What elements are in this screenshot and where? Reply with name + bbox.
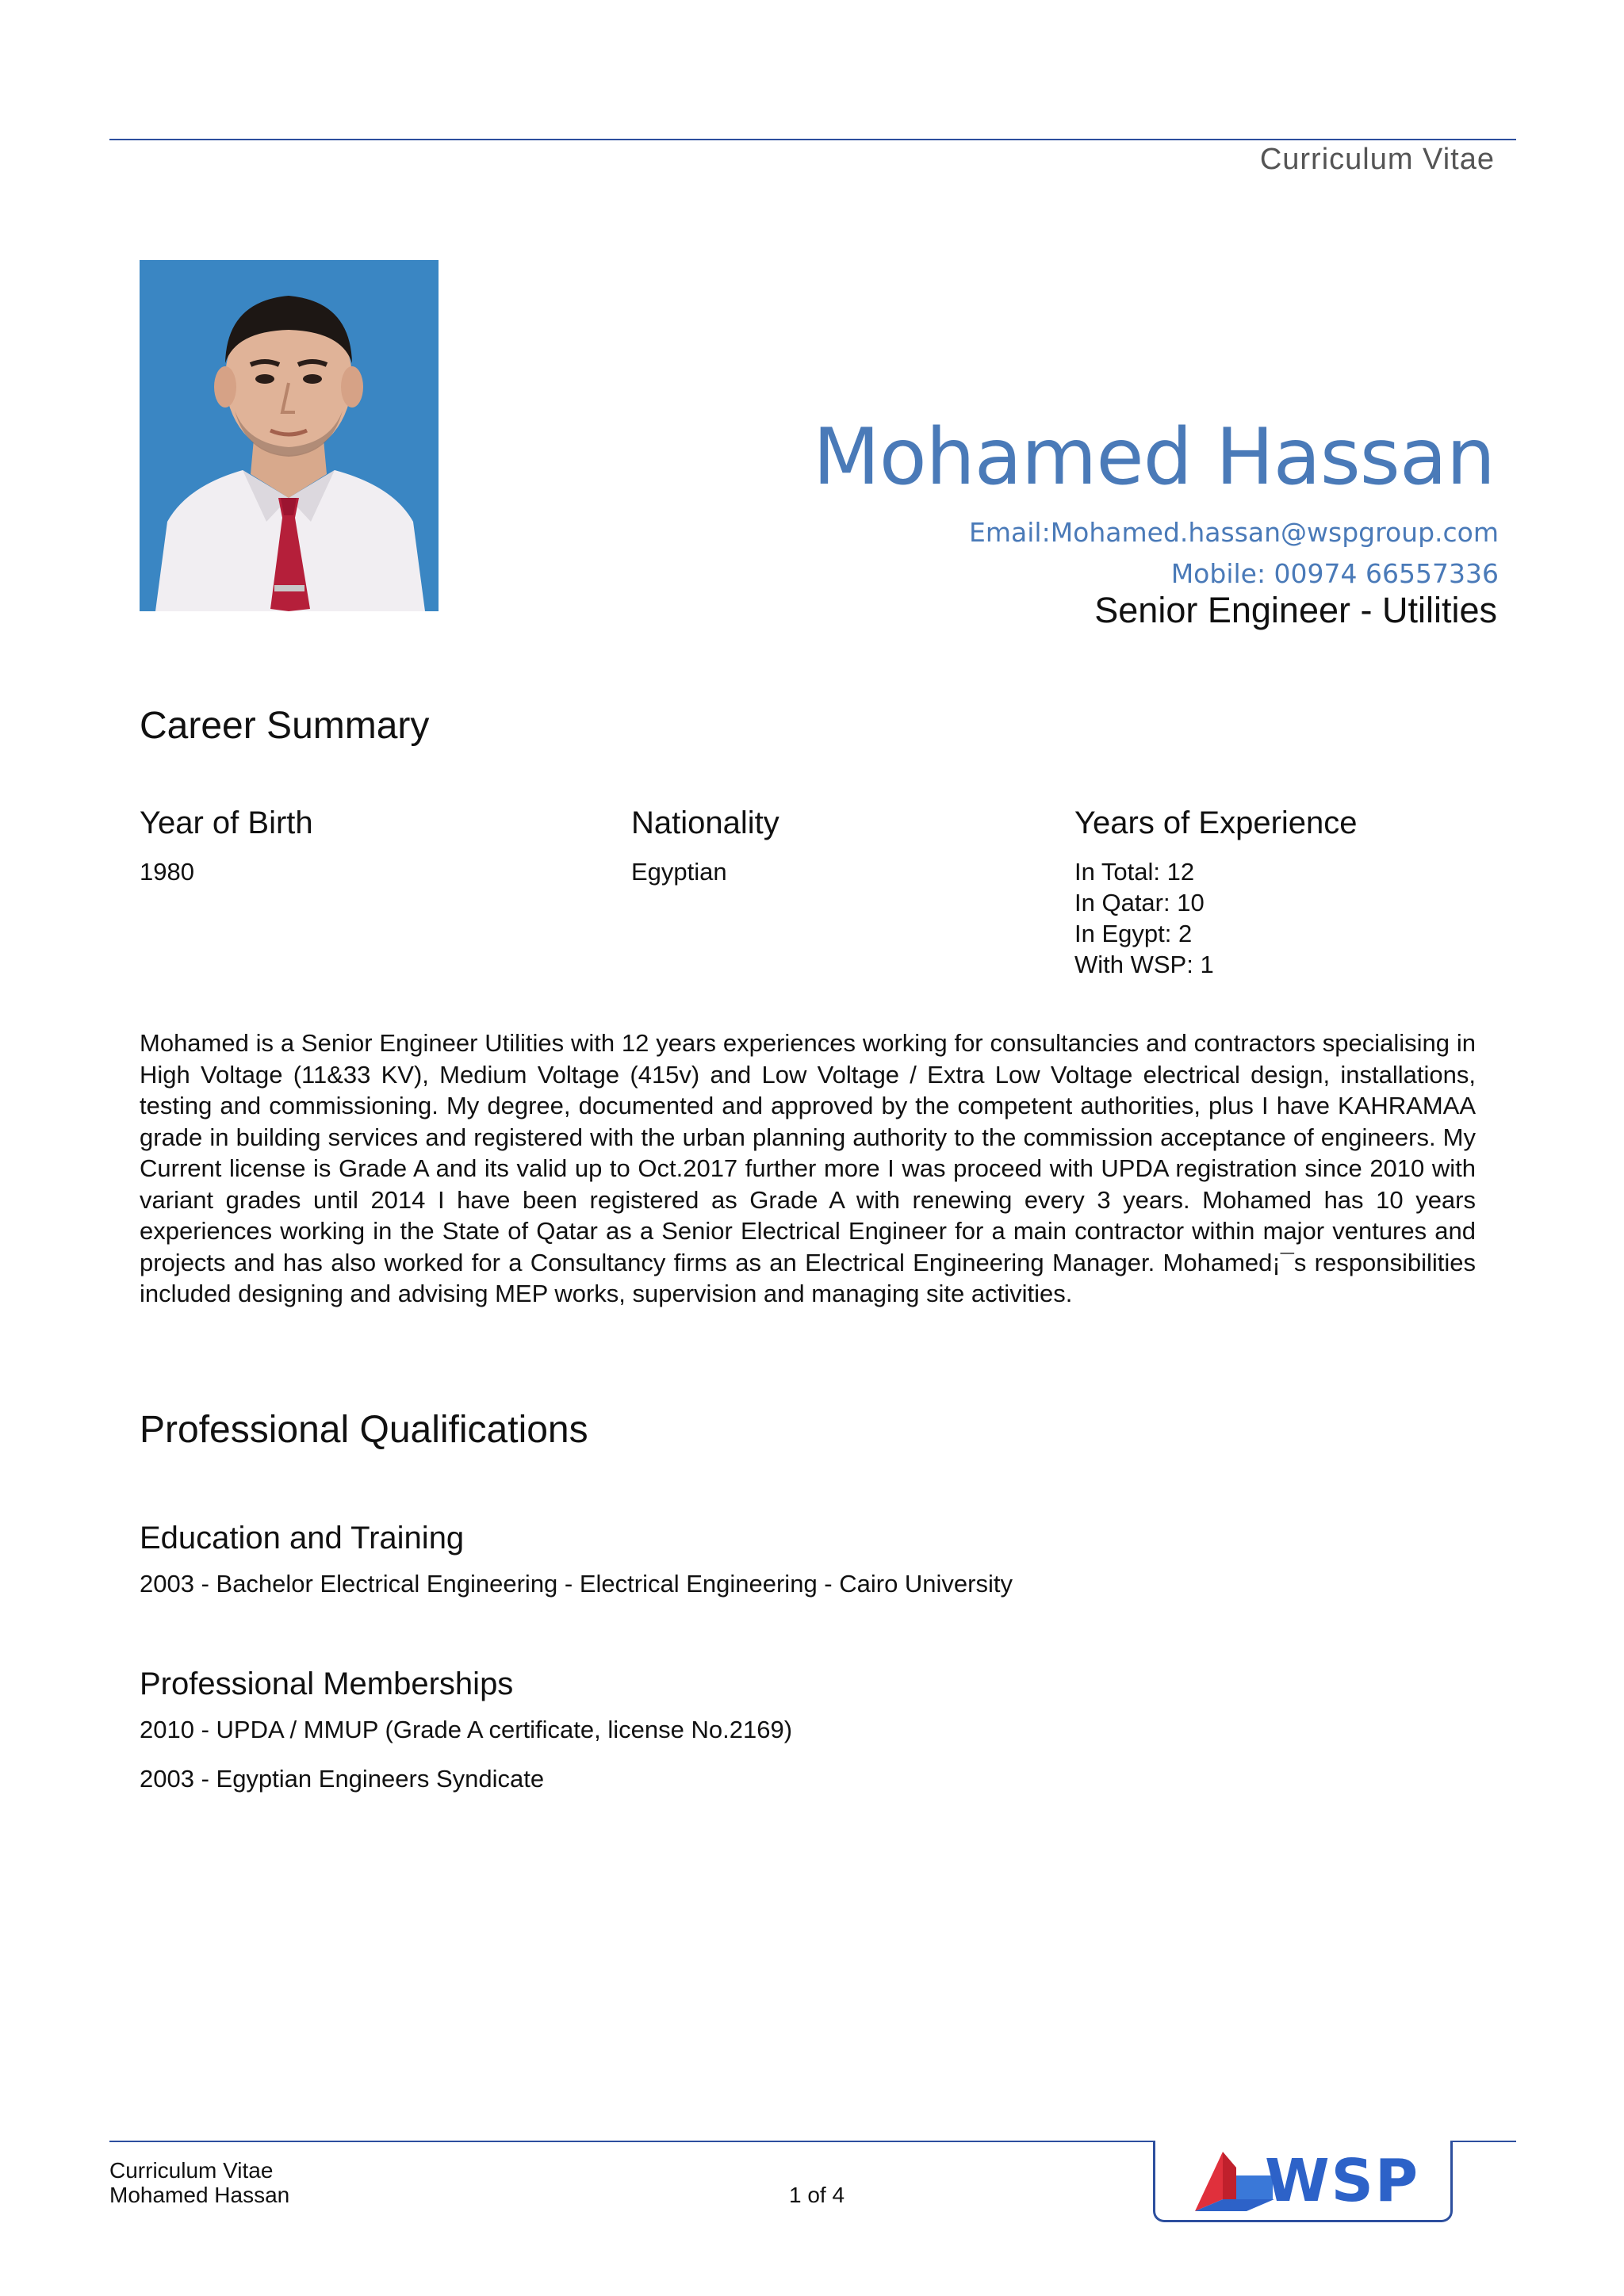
career-summary-paragraph: Mohamed is a Senior Engineer Utilities with 12 years experiences working for consultancies and contractors specialising in High Voltage (11&33 KV), Medium Voltage (415v) and Low Voltage / Extra Low Voltage electrical design, installations, testing and commissioning. My degree, documented and approved by the competent authorities, plus I have KAHRAMAA grade in building services and registered with the urban planning authority to the commission acceptance of engineers. My Current license is Grade A and its valid up to Oct.2017 further more I was proceed with UPDA registration since 2010 with variant grades until 2014 I have been registered as Grade A with renewing every 3 years. Mohamed has 10 years experiences working in the State of Qatar as a Senior Electrical Engineer for a main contractor within major ventures and projects and has also worked for a Consultancy firms as an Electrical Engineering Manager. Mohamed¡¯s responsibilities included designing and advising MEP works, supervision and managing site activities. [140, 1029, 1476, 1307]
membership-item: 2010 - UPDA / MMUP (Grade A certificate, license No.2169) [140, 1716, 793, 1743]
logo-box [1153, 2141, 1453, 2222]
education-item: 2003 - Bachelor Electrical Engineering - Electrical Engineering - Cairo University [140, 1570, 1013, 1598]
footer-rule-left [109, 2141, 1155, 2142]
profile-email[interactable]: Email:Mohamed.hassan@wspgroup.com [969, 517, 1499, 548]
year-of-birth-value: 1980 [140, 858, 194, 886]
nationality-label: Nationality [631, 806, 779, 840]
memberships-heading: Professional Memberships [140, 1667, 514, 1701]
experience-total: In Total: 12 [1074, 858, 1195, 886]
profile-photo [140, 260, 439, 611]
wsp-logo-text: WSP [1265, 2147, 1420, 2215]
header-label: Curriculum Vitae [1259, 143, 1495, 176]
year-of-birth-label: Year of Birth [140, 806, 313, 840]
experience-wsp: With WSP: 1 [1074, 951, 1214, 978]
education-heading: Education and Training [140, 1521, 465, 1556]
footer-doc-title: Curriculum Vitae [109, 2158, 274, 2183]
footer-page-number: 1 of 4 [789, 2183, 845, 2207]
experience-label: Years of Experience [1074, 806, 1358, 840]
career-summary-heading: Career Summary [140, 705, 430, 747]
membership-item: 2003 - Egyptian Engineers Syndicate [140, 1765, 545, 1793]
profile-role: Senior Engineer - Utilities [1094, 590, 1497, 630]
profile-name: Mohamed Hassan [813, 412, 1495, 503]
header-rule [109, 139, 1516, 140]
experience-egypt: In Egypt: 2 [1074, 920, 1193, 947]
footer-rule-right [1448, 2141, 1516, 2142]
nationality-value: Egyptian [631, 858, 727, 886]
qualifications-heading: Professional Qualifications [140, 1409, 588, 1451]
profile-mobile: Mobile: 00974 66557336 [1170, 558, 1499, 589]
experience-qatar: In Qatar: 10 [1074, 889, 1205, 916]
footer-doc-name: Mohamed Hassan [109, 2183, 290, 2207]
